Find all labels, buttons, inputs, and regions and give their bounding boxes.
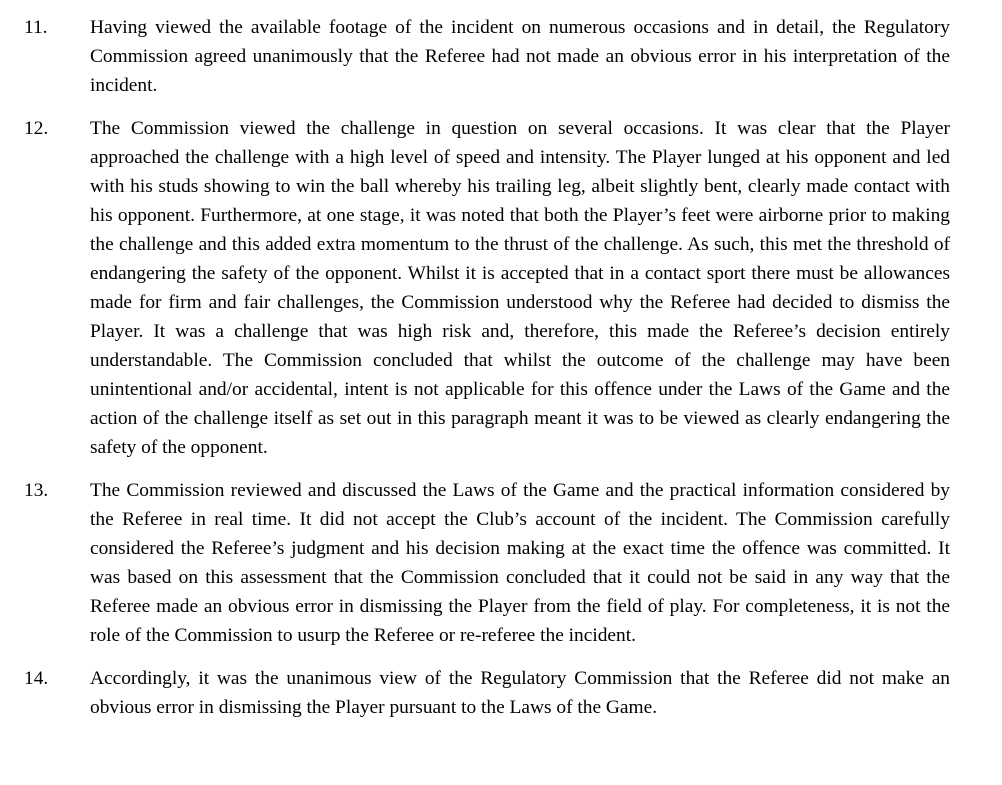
paragraph-number: 12. [24, 118, 49, 139]
paragraph-11 [0, 13, 1002, 100]
paragraph-text: Having viewed the available footage of the incident on numerous occasions and in detail, the Regulatory Commission agreed unanimously that the Referee had not made an obvious error in his interpretation of the incident. [90, 17, 950, 96]
paragraph-text: The Commission reviewed and discussed the Laws of the Game and the practical information considered by the Referee in real time. It did not accept the Club’s account of the incident. The Commission carefully considered the Referee’s judgment and his decision making at the exact time the offence was committed. It was based on this assessment that the Commission concluded that it could not be said in any way that the Referee made an obvious error in dismissing the Player from the field of play. For completeness, it is not the role of the Commission to usurp the Referee or re-referee the incident. [90, 480, 950, 646]
paragraph-13 [0, 476, 1002, 650]
paragraph-text: The Commission viewed the challenge in question on several occasions. It was clear that the Player approached the challenge with a high level of speed and intensity. The Player lunged at his opponent and led with his studs showing to win the ball whereby his trailing leg, albeit slightly bent, clearly made contact with his opponent. Furthermore, at one stage, it was noted that both the Player’s feet were airborne prior to making the challenge and this added extra momentum to the thrust of the challenge. As such, this met the threshold of endangering the safety of the opponent. Whilst it is accepted that in a contact sport there must be allowances made for firm and fair challenges, the Commission understood why the Referee had decided to dismiss the Player. It was a challenge that was high risk and, therefore, this made the Referee’s decision entirely understandable. The Commission concluded that whilst the outcome of the challenge may have been unintentional and/or accidental, intent is not applicable for this offence under the Laws of the Game and the action of the challenge itself as set out in this paragraph meant it was to be viewed as clearly endangering the safety of the opponent. [90, 118, 950, 458]
paragraph-number: 14. [24, 668, 49, 689]
paragraph-text: Accordingly, it was the unanimous view of the Regulatory Commission that the Referee did not make an obvious error in dismissing the Player pursuant to the Laws of the Game. [90, 668, 950, 718]
paragraph-14 [0, 664, 1002, 722]
paragraph-12 [0, 114, 1002, 462]
paragraph-number: 13. [24, 480, 49, 501]
paragraph-number: 11. [24, 17, 48, 38]
